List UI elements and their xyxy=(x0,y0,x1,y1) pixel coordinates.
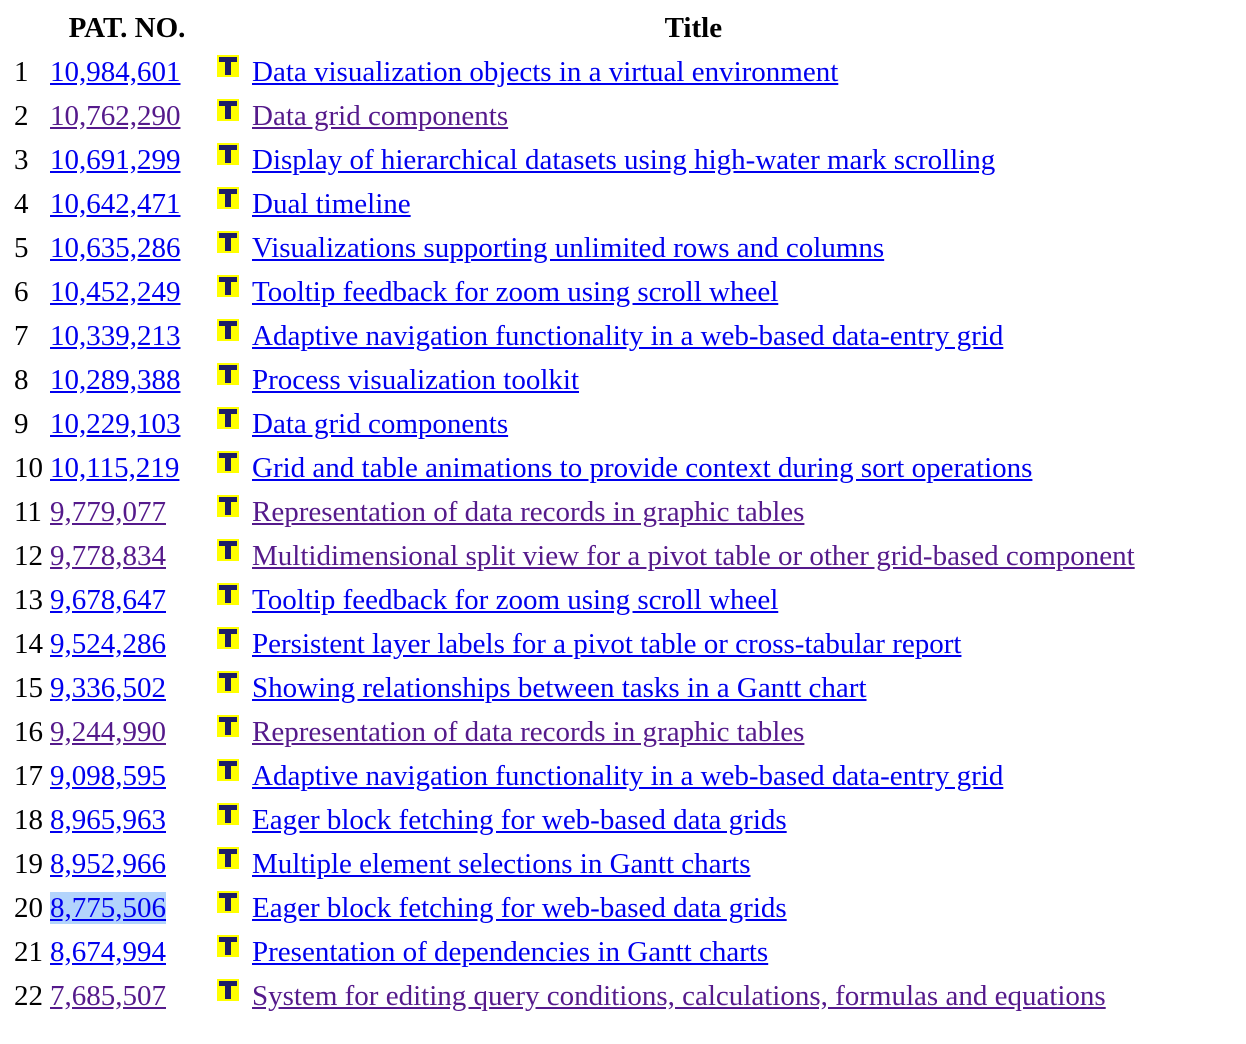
full-text-link[interactable] xyxy=(217,232,239,264)
text-icon-cell xyxy=(206,182,250,226)
full-text-link[interactable] xyxy=(217,716,239,748)
title-cell xyxy=(250,270,1137,314)
row-number-text: 5 xyxy=(14,231,29,264)
t-icon xyxy=(217,495,239,517)
patent-number-cell xyxy=(48,358,206,402)
title-cell xyxy=(250,578,1137,622)
t-icon xyxy=(217,231,239,253)
patent-number-cell xyxy=(48,578,206,622)
row-number-text: 2 xyxy=(14,99,29,132)
table-row-20 xyxy=(8,886,1137,930)
patent-number-cell xyxy=(48,182,206,226)
title-cell xyxy=(250,622,1137,666)
patent-title-link[interactable]: Multidimensional split view for a pivot table or other grid-based component xyxy=(252,539,1135,572)
text-icon-cell xyxy=(206,578,250,622)
patent-title-link[interactable]: Visualizations supporting unlimited rows and columns xyxy=(252,231,885,264)
table-row-22 xyxy=(8,974,1137,1018)
full-text-link[interactable] xyxy=(217,144,239,176)
patent-title-link[interactable]: Dual timeline xyxy=(252,187,411,220)
full-text-link[interactable] xyxy=(217,584,239,616)
t-icon xyxy=(217,583,239,605)
patent-title-link[interactable]: Eager block fetching for web-based data grids xyxy=(252,803,787,836)
row-number xyxy=(8,710,48,754)
patent-number-link[interactable]: 7,685,507 xyxy=(50,979,166,1012)
t-icon xyxy=(217,99,239,121)
patent-number-link[interactable]: 9,779,077 xyxy=(50,495,166,528)
t-icon xyxy=(217,759,239,781)
row-number-text: 11 xyxy=(14,495,42,528)
patent-title-link[interactable]: Grid and table animations to provide context during sort operations xyxy=(252,451,1033,484)
title-cell xyxy=(250,974,1137,1018)
row-number-text: 17 xyxy=(14,759,43,792)
patent-title-link[interactable]: Presentation of dependencies in Gantt charts xyxy=(252,935,769,968)
row-number xyxy=(8,226,48,270)
text-icon-cell xyxy=(206,666,250,710)
row-number-text: 16 xyxy=(14,715,43,748)
patent-title-link[interactable]: Multiple element selections in Gantt charts xyxy=(252,847,751,880)
patent-number-cell xyxy=(48,446,206,490)
text-icon-cell xyxy=(206,886,250,930)
row-number xyxy=(8,358,48,402)
patent-number-cell xyxy=(48,270,206,314)
t-icon xyxy=(217,55,239,77)
patent-number-cell xyxy=(48,974,206,1018)
row-number-text: 15 xyxy=(14,671,43,704)
patent-title-link[interactable]: Data visualization objects in a virtual environment xyxy=(252,55,839,88)
full-text-link[interactable] xyxy=(217,452,239,484)
t-icon xyxy=(217,363,239,385)
t-icon xyxy=(217,935,239,957)
table-row-13 xyxy=(8,578,1137,622)
row-number-text: 13 xyxy=(14,583,43,616)
table-row-5 xyxy=(8,226,1137,270)
text-icon-cell xyxy=(206,446,250,490)
table-row-9 xyxy=(8,402,1137,446)
title-cell xyxy=(250,138,1137,182)
patent-number-link[interactable]: 9,778,834 xyxy=(50,539,166,572)
table-row-21 xyxy=(8,930,1137,974)
t-icon xyxy=(217,187,239,209)
row-number xyxy=(8,578,48,622)
patent-number-link[interactable]: 8,952,966 xyxy=(50,847,166,880)
text-icon-cell xyxy=(206,930,250,974)
t-icon xyxy=(217,627,239,649)
patent-number-link[interactable]: 10,115,219 xyxy=(50,451,180,484)
row-number xyxy=(8,754,48,798)
text-icon-cell xyxy=(206,50,250,94)
patent-number-cell xyxy=(48,710,206,754)
patent-number-link[interactable]: 10,452,249 xyxy=(50,275,181,308)
row-number-text: 6 xyxy=(14,275,29,308)
row-number xyxy=(8,314,48,358)
text-icon-cell xyxy=(206,358,250,402)
patent-number-link[interactable]: 10,289,388 xyxy=(50,363,181,396)
row-number xyxy=(8,270,48,314)
row-number-text: 7 xyxy=(14,319,29,352)
title-cell xyxy=(250,490,1137,534)
t-icon xyxy=(217,275,239,297)
text-icon-cell xyxy=(206,622,250,666)
patent-title-link[interactable]: Display of hierarchical datasets using high-water mark scrolling xyxy=(252,143,996,176)
full-text-link[interactable] xyxy=(217,892,239,924)
full-text-link[interactable] xyxy=(217,760,239,792)
patent-number-link[interactable]: 9,098,595 xyxy=(50,759,166,792)
patent-number-link[interactable]: 10,229,103 xyxy=(50,407,181,440)
row-number xyxy=(8,666,48,710)
patent-number-link[interactable]: 10,339,213 xyxy=(50,319,181,352)
full-text-link[interactable] xyxy=(217,628,239,660)
title-cell xyxy=(250,754,1137,798)
full-text-link[interactable] xyxy=(217,848,239,880)
patent-number-cell xyxy=(48,226,206,270)
title-cell xyxy=(250,534,1137,578)
row-number-text: 1 xyxy=(14,55,29,88)
title-cell xyxy=(250,886,1137,930)
full-text-link[interactable] xyxy=(217,364,239,396)
text-icon-cell xyxy=(206,534,250,578)
patent-number-cell xyxy=(48,50,206,94)
text-icon-cell xyxy=(206,94,250,138)
patent-number-link[interactable]: 9,524,286 xyxy=(50,627,166,660)
table-row-6 xyxy=(8,270,1137,314)
patent-number-cell xyxy=(48,94,206,138)
table-row-15 xyxy=(8,666,1137,710)
results-body xyxy=(8,50,1137,1018)
header-patent-number: PAT. NO. xyxy=(68,11,186,44)
patent-number-link[interactable]: 10,642,471 xyxy=(50,187,181,220)
title-cell xyxy=(250,314,1137,358)
patent-number-cell xyxy=(48,534,206,578)
t-icon xyxy=(217,451,239,473)
patent-number-link[interactable]: 8,965,963 xyxy=(50,803,166,836)
table-row-8 xyxy=(8,358,1137,402)
patent-results-table xyxy=(8,8,1137,1018)
row-number xyxy=(8,138,48,182)
patent-number-link[interactable]: 8,674,994 xyxy=(50,935,166,968)
patent-number-cell xyxy=(48,138,206,182)
full-text-link[interactable] xyxy=(217,56,239,88)
row-number xyxy=(8,622,48,666)
patent-number-link[interactable]: 10,635,286 xyxy=(50,231,181,264)
patent-title-link[interactable]: Representation of data records in graphic tables xyxy=(252,495,805,528)
title-cell xyxy=(250,798,1137,842)
patent-title-link[interactable]: Tooltip feedback for zoom using scroll wheel xyxy=(252,275,779,308)
table-row-12 xyxy=(8,534,1137,578)
full-text-link[interactable] xyxy=(217,804,239,836)
row-number-text: 22 xyxy=(14,979,43,1012)
patent-number-cell xyxy=(48,930,206,974)
patent-title-link[interactable]: Eager block fetching for web-based data grids xyxy=(252,891,787,924)
table-row-7 xyxy=(8,314,1137,358)
patent-title-link[interactable]: Representation of data records in graphic tables xyxy=(252,715,805,748)
text-icon-cell xyxy=(206,710,250,754)
row-number xyxy=(8,930,48,974)
patent-number-link[interactable]: 10,762,290 xyxy=(50,99,181,132)
text-icon-cell xyxy=(206,842,250,886)
patent-number-link[interactable]: 10,691,299 xyxy=(50,143,181,176)
patent-number-cell xyxy=(48,886,206,930)
patent-number-cell xyxy=(48,314,206,358)
patent-number-cell xyxy=(48,842,206,886)
row-number xyxy=(8,94,48,138)
table-row-3 xyxy=(8,138,1137,182)
t-icon xyxy=(217,803,239,825)
full-text-link[interactable] xyxy=(217,496,239,528)
text-icon-cell xyxy=(206,798,250,842)
t-icon xyxy=(217,847,239,869)
row-number xyxy=(8,534,48,578)
patent-number-cell xyxy=(48,754,206,798)
table-row-18 xyxy=(8,798,1137,842)
t-icon xyxy=(217,671,239,693)
full-text-link[interactable] xyxy=(217,672,239,704)
full-text-link[interactable] xyxy=(217,276,239,308)
text-icon-cell xyxy=(206,270,250,314)
patent-number-cell xyxy=(48,622,206,666)
table-row-14 xyxy=(8,622,1137,666)
title-cell xyxy=(250,666,1137,710)
full-text-link[interactable] xyxy=(217,188,239,220)
row-number-text: 19 xyxy=(14,847,43,880)
row-number xyxy=(8,50,48,94)
title-cell xyxy=(250,842,1137,886)
table-row-17 xyxy=(8,754,1137,798)
row-number xyxy=(8,446,48,490)
full-text-link[interactable] xyxy=(217,320,239,352)
row-number-text: 20 xyxy=(14,891,43,924)
title-cell xyxy=(250,446,1137,490)
row-number xyxy=(8,974,48,1018)
patent-number-cell xyxy=(48,798,206,842)
row-number xyxy=(8,886,48,930)
table-row-16 xyxy=(8,710,1137,754)
patent-number-link[interactable]: 10,984,601 xyxy=(50,55,181,88)
text-icon-cell xyxy=(206,226,250,270)
row-number-text: 9 xyxy=(14,407,29,440)
patent-title-link[interactable]: Data grid components xyxy=(252,99,509,132)
full-text-link[interactable] xyxy=(217,980,239,1012)
title-cell xyxy=(250,50,1137,94)
table-row-4 xyxy=(8,182,1137,226)
title-cell xyxy=(250,710,1137,754)
row-number xyxy=(8,402,48,446)
row-number-text: 3 xyxy=(14,143,29,176)
row-number xyxy=(8,182,48,226)
patent-number-link[interactable]: 8,775,506 xyxy=(50,891,166,924)
row-number xyxy=(8,490,48,534)
row-number-text: 4 xyxy=(14,187,29,220)
full-text-link[interactable] xyxy=(217,540,239,572)
patent-title-link[interactable]: Adaptive navigation functionality in a web-based data-entry grid xyxy=(252,759,1004,792)
table-row-10 xyxy=(8,446,1137,490)
full-text-link[interactable] xyxy=(217,100,239,132)
patent-title-link[interactable]: Tooltip feedback for zoom using scroll wheel xyxy=(252,583,779,616)
patent-number-link[interactable]: 9,336,502 xyxy=(50,671,166,704)
text-icon-cell xyxy=(206,138,250,182)
row-number-text: 21 xyxy=(14,935,43,968)
full-text-link[interactable] xyxy=(217,936,239,968)
header-icon xyxy=(206,8,250,50)
patent-title-link[interactable]: Adaptive navigation functionality in a web-based data-entry grid xyxy=(252,319,1004,352)
patent-title-link[interactable]: Persistent layer labels for a pivot table or cross-tabular report xyxy=(252,627,962,660)
patent-title-link[interactable]: System for editing query conditions, calculations, formulas and equations xyxy=(252,979,1106,1012)
title-cell xyxy=(250,358,1137,402)
t-icon xyxy=(217,891,239,913)
row-number xyxy=(8,842,48,886)
text-icon-cell xyxy=(206,490,250,534)
t-icon xyxy=(217,143,239,165)
row-number-text: 10 xyxy=(14,451,43,484)
full-text-link[interactable] xyxy=(217,408,239,440)
t-icon xyxy=(217,539,239,561)
row-number-text: 8 xyxy=(14,363,29,396)
row-number xyxy=(8,798,48,842)
table-row-11 xyxy=(8,490,1137,534)
table-row-2 xyxy=(8,94,1137,138)
table-row-19 xyxy=(8,842,1137,886)
text-icon-cell xyxy=(206,974,250,1018)
t-icon xyxy=(217,319,239,341)
row-number-text: 18 xyxy=(14,803,43,836)
title-cell xyxy=(250,94,1137,138)
text-icon-cell xyxy=(206,754,250,798)
patent-title-link[interactable]: Showing relationships between tasks in a Gantt chart xyxy=(252,671,867,704)
t-icon xyxy=(217,979,239,1001)
patent-number-cell xyxy=(48,666,206,710)
patent-number-link[interactable]: 9,678,647 xyxy=(50,583,166,616)
title-cell xyxy=(250,402,1137,446)
title-cell xyxy=(250,930,1137,974)
table-row-1 xyxy=(8,50,1137,94)
header-number xyxy=(8,8,48,50)
text-icon-cell xyxy=(206,402,250,446)
header-title: Title xyxy=(664,11,723,44)
t-icon xyxy=(217,407,239,429)
title-cell xyxy=(250,226,1137,270)
patent-number-cell xyxy=(48,402,206,446)
row-number-text: 12 xyxy=(14,539,43,572)
patent-number-cell xyxy=(48,490,206,534)
t-icon xyxy=(217,715,239,737)
row-number-text: 14 xyxy=(14,627,43,660)
patent-number-link[interactable]: 9,244,990 xyxy=(50,715,166,748)
patent-title-link[interactable]: Data grid components xyxy=(252,407,509,440)
title-cell xyxy=(250,182,1137,226)
patent-title-link[interactable]: Process visualization toolkit xyxy=(252,363,580,396)
table-header-row xyxy=(8,8,1137,50)
text-icon-cell xyxy=(206,314,250,358)
